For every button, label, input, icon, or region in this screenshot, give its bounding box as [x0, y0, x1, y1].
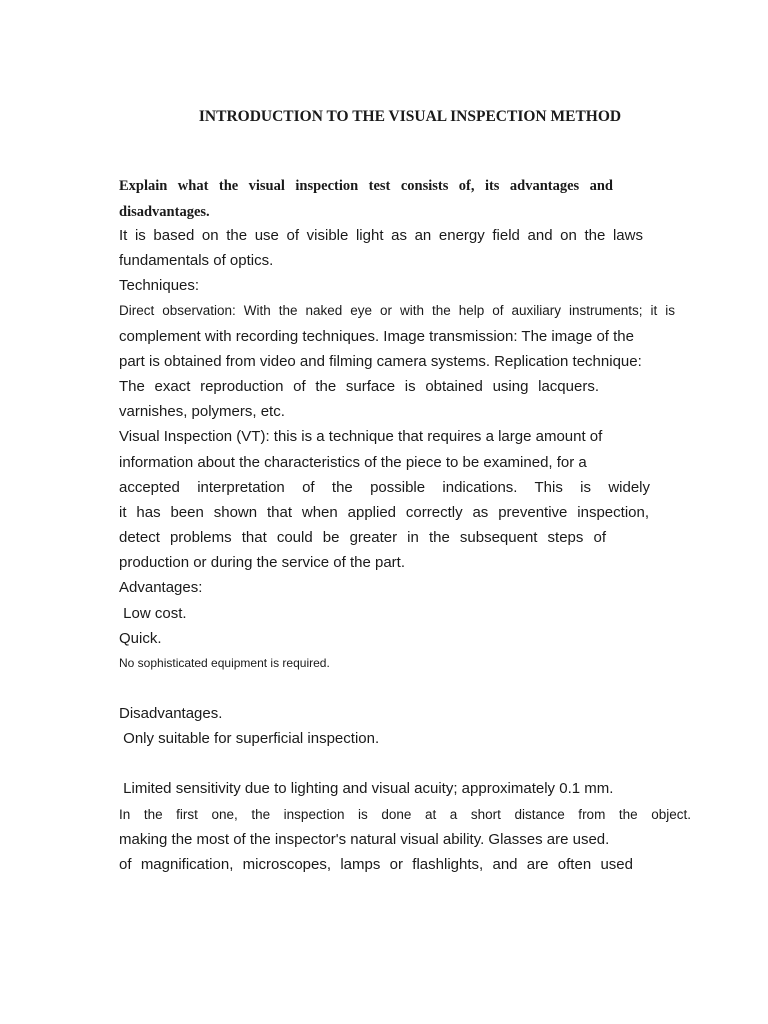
body-line: In the first one, the inspection is done at a short distance from the object. [119, 807, 691, 822]
body-line: it has been shown that when applied correctly as preventive inspection, [119, 504, 649, 521]
body-line: complement with recording techniques. Image transmission: The image of the [119, 328, 634, 345]
advantage-item: Low cost. [119, 605, 187, 622]
advantage-item: No sophisticated equipment is required. [119, 656, 330, 670]
body-line: Direct observation: With the naked eye or with the help of auxiliary instruments; it is [119, 303, 675, 318]
question-line-1: Explain what the visual inspection test consists of, its advantages and [119, 178, 613, 194]
body-line: detect problems that could be greater in the subsequent steps of [119, 529, 606, 546]
question-line-2: disadvantages. [119, 204, 210, 220]
advantage-item: Quick. [119, 630, 162, 647]
body-line: varnishes, polymers, etc. [119, 403, 285, 420]
disadvantage-item: Limited sensitivity due to lighting and visual acuity; approximately 0.1 mm. [119, 780, 614, 797]
body-line: information about the characteristics of the piece to be examined, for a [119, 454, 587, 471]
disadvantage-item: Only suitable for superficial inspection. [119, 730, 380, 747]
body-line: of magnification, microscopes, lamps or flashlights, and are often used [119, 856, 633, 873]
body-line: fundamentals of optics. [119, 252, 274, 269]
section-heading-advantages: Advantages: [119, 579, 203, 596]
body-line: making the most of the inspector's natural visual ability. Glasses are used. [119, 831, 610, 848]
body-line: Visual Inspection (VT): this is a technique that requires a large amount of [119, 428, 603, 445]
body-line: part is obtained from video and filming camera systems. Replication technique: [119, 353, 642, 370]
body-line: accepted interpretation of the possible indications. This is widely [119, 479, 650, 496]
section-heading-disadvantages: Disadvantages. [119, 705, 223, 722]
section-heading-techniques: Techniques: [119, 277, 200, 294]
document-title: INTRODUCTION TO THE VISUAL INSPECTION METHOD [198, 108, 622, 125]
body-line: The exact reproduction of the surface is obtained using lacquers. [119, 378, 599, 395]
body-line: production or during the service of the part. [119, 554, 405, 571]
body-line: It is based on the use of visible light as an energy field and on the laws [119, 227, 643, 244]
